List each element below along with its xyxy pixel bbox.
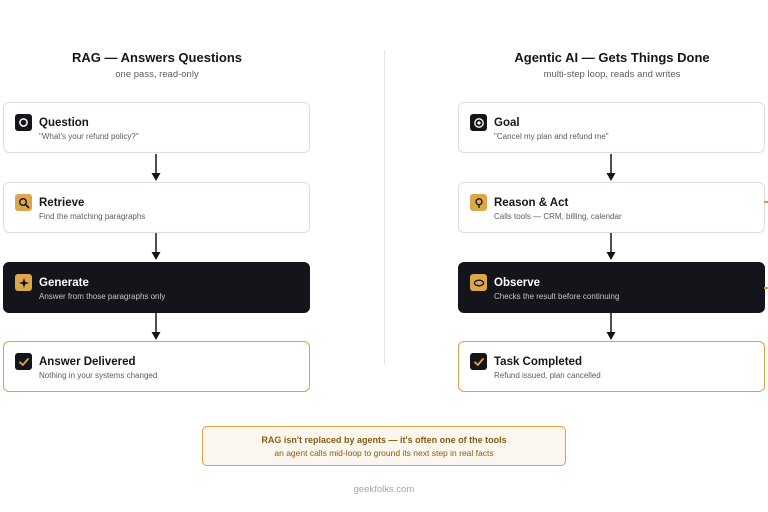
step-desc: Refund issued, plan cancelled (494, 371, 601, 380)
loop-arrow-mark (764, 287, 768, 289)
step-desc: "Cancel my plan and refund me" (494, 132, 609, 141)
flow-arrow-down (605, 154, 617, 182)
check-icon (470, 353, 487, 370)
step-title: Retrieve (39, 197, 85, 209)
sparkle-icon (15, 274, 32, 291)
callout-note-body: an agent calls mid-loop to ground its next step in real facts (274, 448, 494, 458)
agentic-column-title: Agentic AI — Gets Things Done (514, 50, 710, 65)
agentic-step-reason-act (458, 182, 765, 233)
circle-icon (15, 114, 32, 131)
step-title: Reason & Act (494, 197, 569, 209)
lightbulb-icon (470, 194, 487, 211)
step-desc: Answer from those paragraphs only (39, 292, 166, 301)
step-title: Goal (494, 117, 520, 129)
rag-step-retrieve (3, 182, 310, 233)
footer-brand: geekfolks.com (353, 484, 415, 495)
loop-arrow-mark (764, 201, 768, 203)
step-title: Generate (39, 277, 89, 289)
target-icon (470, 114, 487, 131)
step-desc: "What's your refund policy?" (39, 132, 139, 141)
callout-note (202, 426, 566, 466)
step-desc: Checks the result before continuing (494, 292, 620, 301)
flow-arrow-down (150, 154, 162, 182)
rag-step-question (3, 102, 310, 153)
flow-arrow-down (150, 233, 162, 261)
rag-step-generate (3, 262, 310, 313)
agentic-step-goal (458, 102, 765, 153)
search-icon (15, 194, 32, 211)
callout-note-title: RAG isn't replaced by agents — it's often one of the tools (261, 435, 507, 445)
step-title: Observe (494, 277, 541, 289)
rag-column-subtitle: one pass, read-only (115, 69, 199, 80)
step-title: Answer Delivered (39, 356, 136, 368)
step-title: Question (39, 117, 89, 129)
agentic-step-observe (458, 262, 765, 313)
flow-arrow-down (605, 233, 617, 261)
flow-arrow-down (605, 313, 617, 341)
step-desc: Find the matching paragraphs (39, 212, 146, 221)
rag-column-title: RAG — Answers Questions (72, 50, 242, 65)
step-desc: Nothing in your systems changed (39, 371, 158, 380)
agentic-step-task-completed (458, 341, 765, 392)
rag-step-answer-delivered (3, 341, 310, 392)
column-divider (384, 50, 385, 364)
eye-icon (470, 274, 487, 291)
flow-arrow-down (150, 313, 162, 341)
check-icon (15, 353, 32, 370)
agentic-column-subtitle: multi-step loop, reads and writes (543, 69, 681, 80)
step-title: Task Completed (494, 356, 582, 368)
step-desc: Calls tools — CRM, billing, calendar (494, 212, 622, 221)
